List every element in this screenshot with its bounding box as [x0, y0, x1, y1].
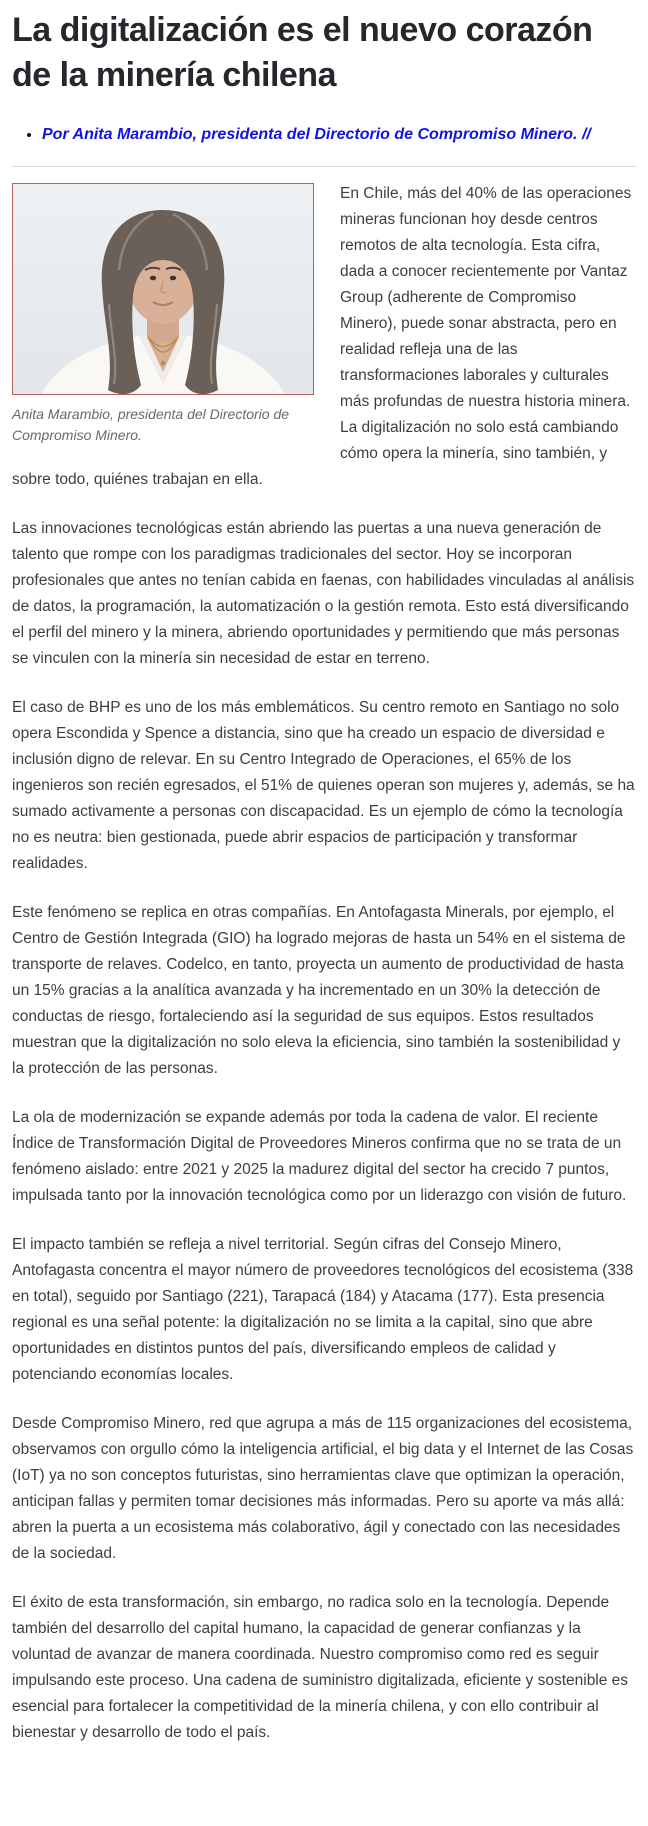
photo-caption: Anita Marambio, presidenta del Directorio de Compromiso Minero. — [12, 405, 290, 443]
byline-item — [42, 124, 636, 146]
article-paragraph-2: Las innovaciones tecnológicas están abriendo las puertas a una nueva generación de talento que rompe con los paradigmas tradicionales del sector. Hoy se incorporan profesionales que antes no tenían cabida en faenas, con habilidades vinculadas al análisis de datos, la programación, la automatización o la gestión remota. Esto está diversificando el perfil del minero y la minera, abriendo oportunidades y permitiendo que más personas se vinculen con la minería sin necesidad de estar en terreno. — [12, 519, 635, 667]
page-title: La digitalización es el nuevo corazón de la minería chilena — [12, 11, 593, 94]
article-body — [12, 181, 636, 1746]
article-paragraph-4: Este fenómeno se replica en otras compañías. En Antofagasta Minerals, por ejemplo, el Centro de Gestión Integrada (GIO) ha logrado mejoras de hasta un 54% en el sistema de transporte de relaves. Codelco, en tanto, proyecta un aumento de productividad de hasta un 15% gracias a la analítica avanzada y ha incrementado en un 30% la detección de conductas de riesgo, fortaleciendo así la seguridad de sus equipos. Estos resultados muestran que la digitalización no solo eleva la eficiencia, sino también la sostenibilidad y la protección de las personas. — [12, 903, 626, 1077]
article-paragraph-6: El impacto también se refleja a nivel territorial. Según cifras del Consejo Minero, Antofagasta concentra el mayor número de proveedores tecnológicos del ecosistema (338 en total), seguido por Santiago (221), Tarapacá (184) y Atacama (177). Esta presencia regional es una señal potente: la digitalización no se limita a la capital, sino que abre oportunidades en distintos puntos del país, diversificando empleos de calidad y potenciando economías locales. — [12, 1235, 634, 1383]
article-paragraph-3: El caso de BHP es uno de los más emblemáticos. Su centro remoto en Santiago no solo opera Escondida y Spence a distancia, sino que ha creado un espacio de diversidad e inclusión digno de relevar. En su Centro Integrado de Operaciones, el 65% de los ingenieros son recién egresados, el 51% de quienes operan son mujeres y, además, se ha sumado activamente a personas con discapacidad. Es un ejemplo de cómo la tecnología no es neutra: bien gestionada, puede abrir espacios de participación y transformar realidades. — [12, 698, 635, 872]
article-paragraph-7: Desde Compromiso Minero, red que agrupa a más de 115 organizaciones del ecosistema, observamos con orgullo cómo la inteligencia artificial, el big data y el Internet de las Cosas (IoT) ya no son conceptos futuristas, sino herramientas clave que optimizan la operación, anticipan fallas y permiten tomar decisiones más informadas. Pero su aporte va más allá: abren la puerta a un ecosistema más colaborativo, ágil y conectado con las necesidades de la sociedad. — [12, 1414, 634, 1562]
article-paragraph-1: En Chile, más del 40% de las operaciones mineras funcionan hoy desde centros remotos de alta tecnología. Esta cifra, dada a conocer recientemente por Vantaz Group (adherente de Compromiso Minero), puede sonar abstracta, pero en realidad refleja una de las transformaciones laborales y culturales más profundas de nuestra historia minera. La digitalización no solo está cambiando cómo opera la minería, sino también, y sobre todo, quiénes trabajan en ella. — [12, 184, 632, 488]
article-paragraph-5: La ola de modernización se expande además por toda la cadena de valor. El reciente Índice de Transformación Digital de Proveedores Mineros confirma que no se trata de un fenómeno aislado: entre 2021 y 2025 la madurez digital del sector ha crecido 7 puntos, impulsada tanto por la innovación tecnológica como por un liderazgo con visión de futuro. — [12, 1108, 627, 1204]
author-photo-image — [12, 183, 314, 395]
portrait-illustration — [13, 184, 313, 394]
byline-link[interactable]: Por Anita Marambio, presidenta del Directorio de Compromiso Minero. // — [42, 125, 591, 143]
byline-list — [12, 124, 636, 146]
divider — [12, 166, 636, 167]
article-paragraph-8: El éxito de esta transformación, sin embargo, no radica solo en la tecnología. Depende también del desarrollo del capital humano, la capacidad de generar confianzas y la voluntad de avanzar de manera coordinada. Nuestro compromiso como red es seguir impulsando este proceso. Una cadena de suministro digitalizada, eficiente y sostenible es esencial para fortalecer la competitividad de la minería chilena, y con ello contribuir al bienestar y desarrollo de todo el país. — [12, 1593, 629, 1741]
author-figure — [12, 183, 314, 446]
